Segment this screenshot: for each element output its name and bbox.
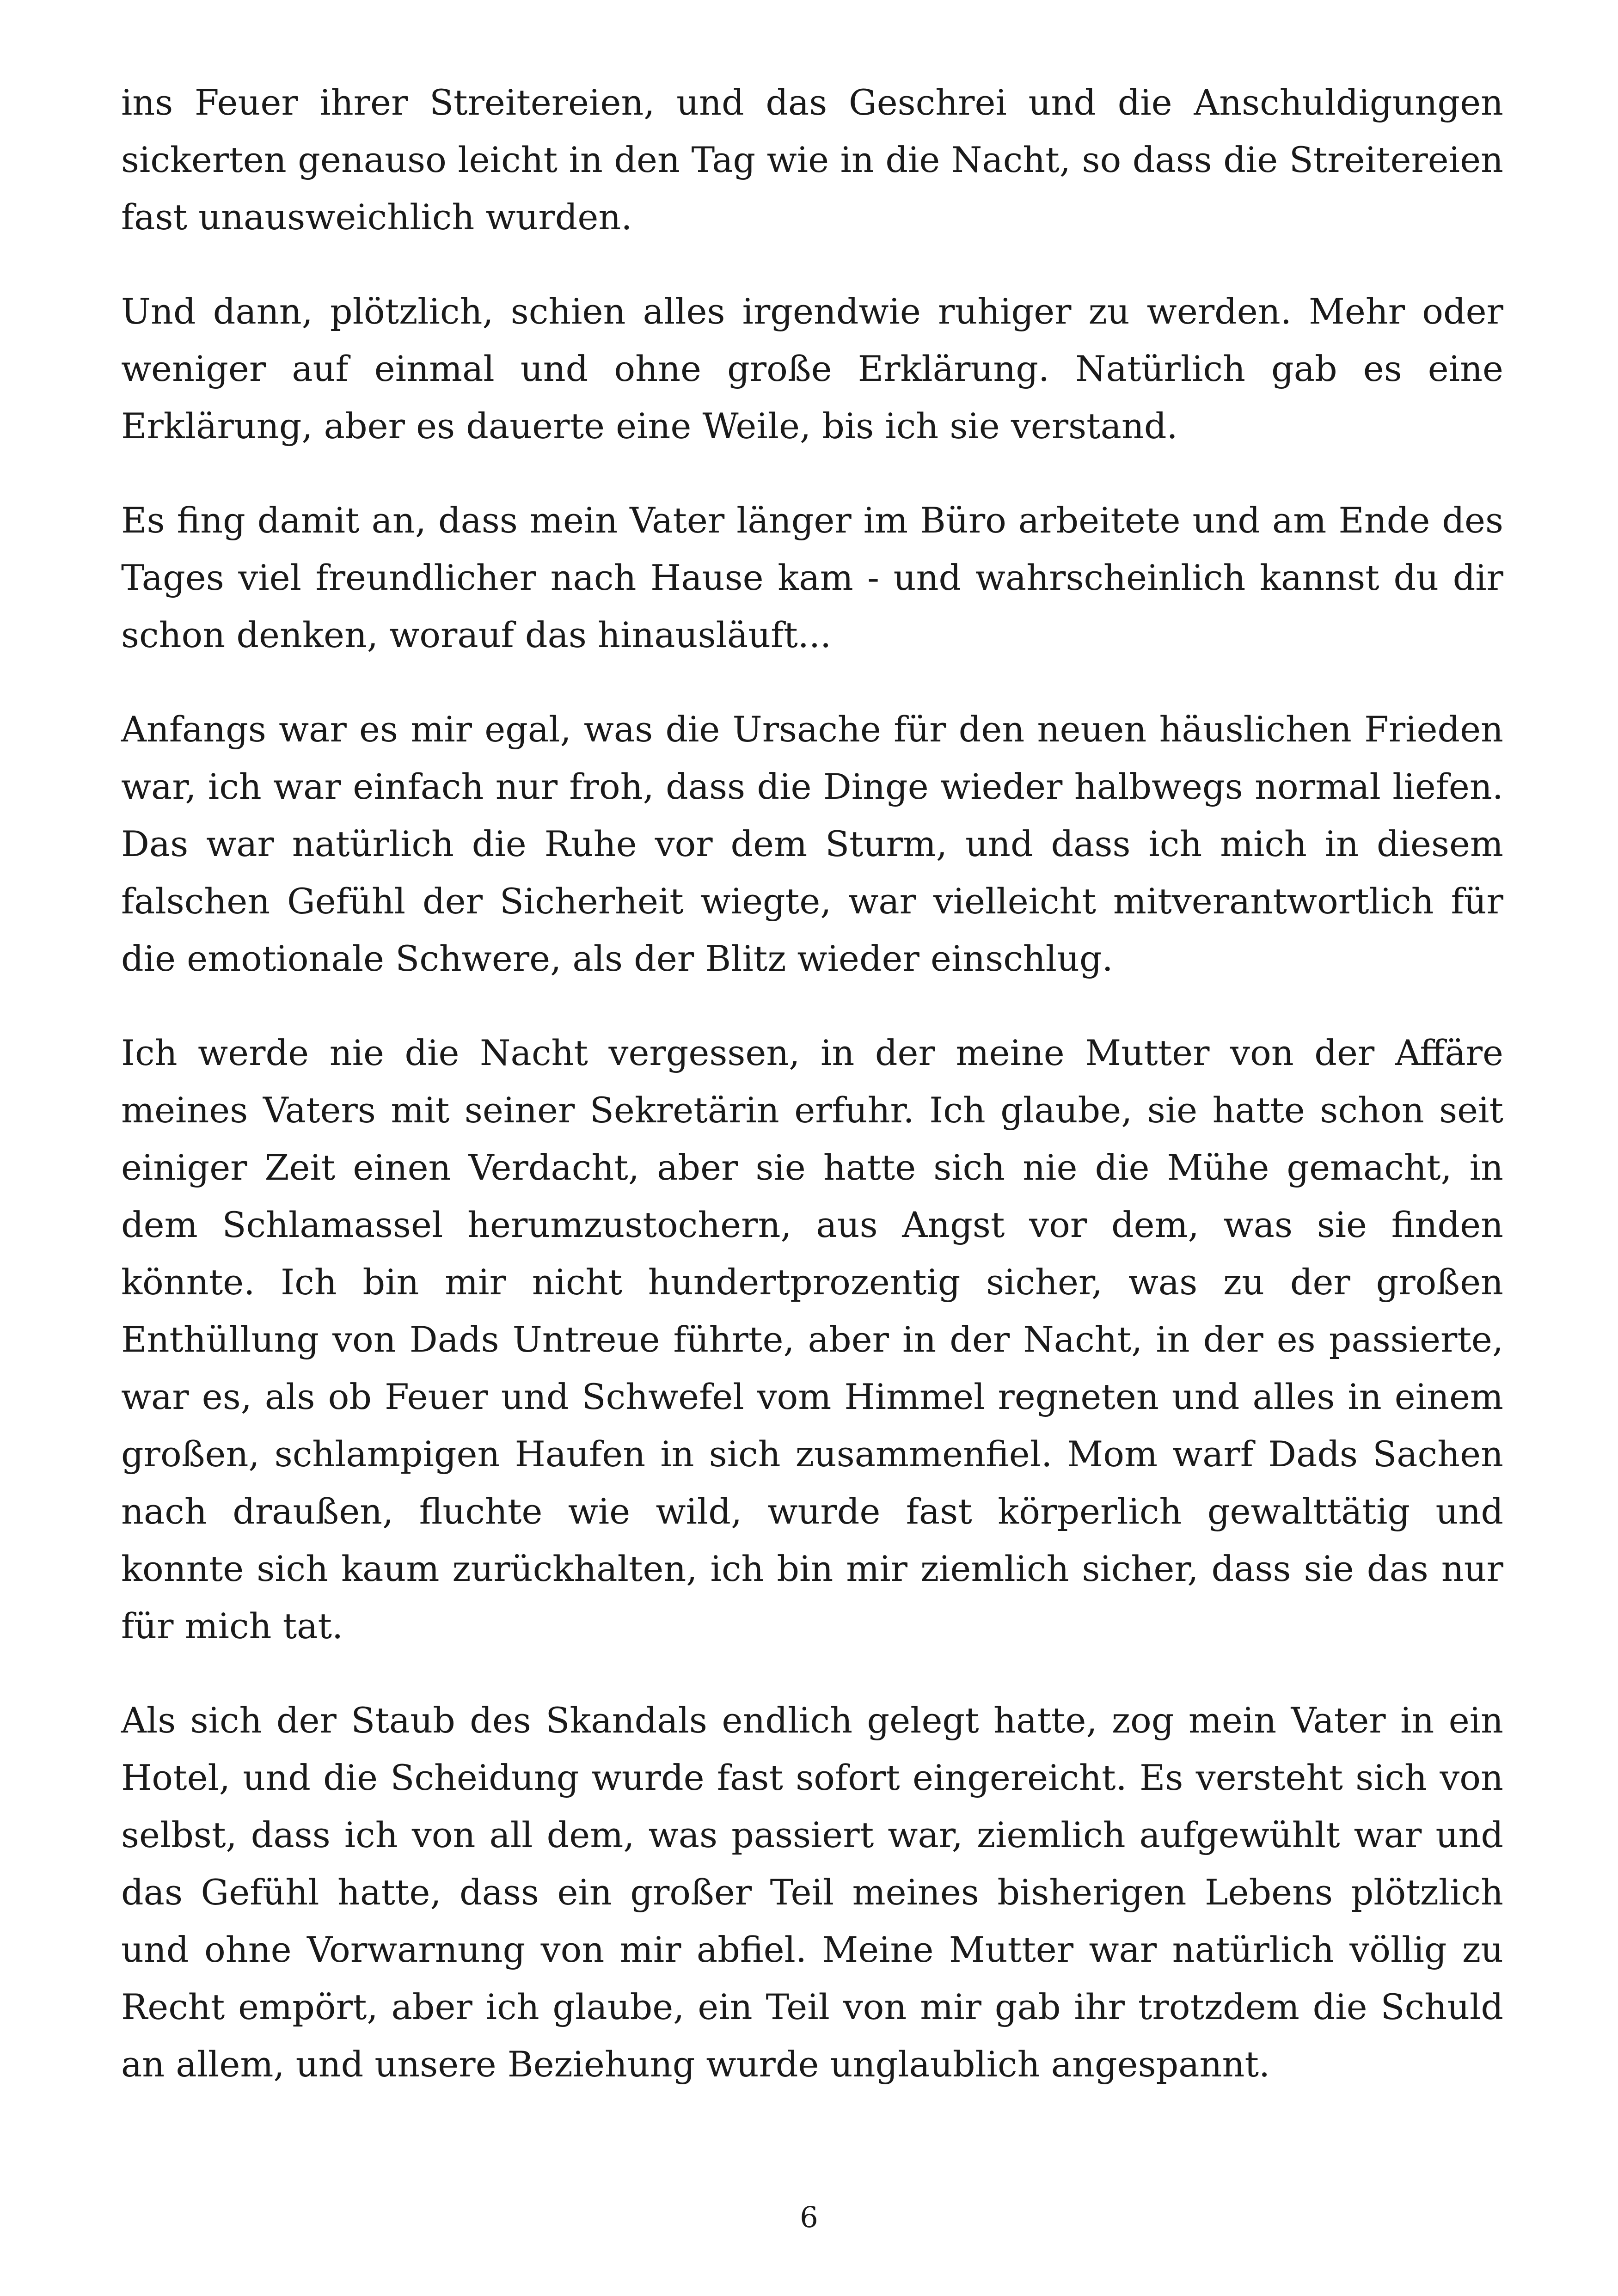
text-line: an allem, und unsere Beziehung wurde unglaublich angespannt. [121, 2044, 1270, 2085]
text-line: Ich werde nie die Nacht vergessen, in der meine Mutter von der Affäre [121, 1032, 1503, 1073]
page-number: 6 [800, 2200, 818, 2234]
text-line: Anfangs war es mir egal, was die Ursache für den neuen häuslichen Frieden [121, 709, 1503, 750]
paragraph [121, 1692, 1503, 2093]
text-line: großen, schlampigen Haufen in sich zusammenfiel. Mom warf Dads Sachen [121, 1433, 1503, 1475]
paragraph [121, 1024, 1503, 1655]
paragraph [121, 701, 1503, 987]
text-line: die emotionale Schwere, als der Blitz wieder einschlug. [121, 938, 1113, 979]
paragraph [121, 283, 1503, 455]
text-line: für mich tat. [121, 1605, 343, 1647]
text-line: und ohne Vorwarnung von mir abfiel. Meine Mutter war natürlich völlig zu [121, 1929, 1503, 1970]
text-line: Und dann, plötzlich, schien alles irgendwie ruhiger zu werden. Mehr oder [121, 291, 1503, 332]
text-line: war, ich war einfach nur froh, dass die Dinge wieder halbwegs normal liefen. [121, 766, 1503, 807]
text-line: könnte. Ich bin mir nicht hundertprozentig sicher, was zu der großen [121, 1261, 1503, 1303]
text-line: ins Feuer ihrer Streitereien, und das Geschrei und die Anschuldigungen [121, 82, 1503, 123]
text-line: Recht empört, aber ich glaube, ein Teil von mir gab ihr trotzdem die Schuld [121, 1986, 1503, 2027]
text-line: das Gefühl hatte, dass ein großer Teil meines bisherigen Lebens plötzlich [121, 1872, 1503, 1913]
text-line: Es fing damit an, dass mein Vater länger im Büro arbeitete und am Ende des [121, 500, 1503, 541]
text-line: schon denken, worauf das hinausläuft... [121, 614, 832, 655]
text-line: war es, als ob Feuer und Schwefel vom Himmel regneten und alles in einem [121, 1376, 1503, 1417]
text-line: dem Schlamassel herumzustochern, aus Angst vor dem, was sie finden [121, 1204, 1503, 1245]
text-line: Erklärung, aber es dauerte eine Weile, bis ich sie verstand. [121, 405, 1178, 447]
paragraph [121, 74, 1503, 246]
text-line: Als sich der Staub des Skandals endlich gelegt hatte, zog mein Vater in ein [121, 1700, 1503, 1741]
text-line: konnte sich kaum zurückhalten, ich bin mir ziemlich sicher, dass sie das nur [121, 1548, 1503, 1589]
text-line: nach draußen, fluchte wie wild, wurde fast körperlich gewalttätig und [121, 1491, 1503, 1532]
text-line: Hotel, und die Scheidung wurde fast sofort eingereicht. Es versteht sich von [121, 1757, 1503, 1798]
body-text [121, 74, 1503, 2130]
text-line: weniger auf einmal und ohne große Erklärung. Natürlich gab es eine [121, 348, 1503, 389]
text-line: fast unausweichlich wurden. [121, 196, 632, 238]
text-line: Enthüllung von Dads Untreue führte, aber in der Nacht, in der es passierte, [121, 1319, 1503, 1360]
text-line: Das war natürlich die Ruhe vor dem Sturm, und dass ich mich in diesem [121, 823, 1503, 864]
text-line: einiger Zeit einen Verdacht, aber sie hatte sich nie die Mühe gemacht, in [121, 1147, 1503, 1188]
text-line: falschen Gefühl der Sicherheit wiegte, war vielleicht mitverantwortlich für [121, 881, 1503, 922]
text-line: sickerten genauso leicht in den Tag wie in die Nacht, so dass die Streitereien [121, 139, 1503, 180]
paragraph [121, 492, 1503, 664]
text-line: Tages viel freundlicher nach Hause kam - und wahrscheinlich kannst du dir [121, 557, 1503, 598]
text-line: meines Vaters mit seiner Sekretärin erfuhr. Ich glaube, sie hatte schon seit [121, 1090, 1503, 1131]
text-line: selbst, dass ich von all dem, was passiert war, ziemlich aufgewühlt war und [121, 1814, 1503, 1855]
